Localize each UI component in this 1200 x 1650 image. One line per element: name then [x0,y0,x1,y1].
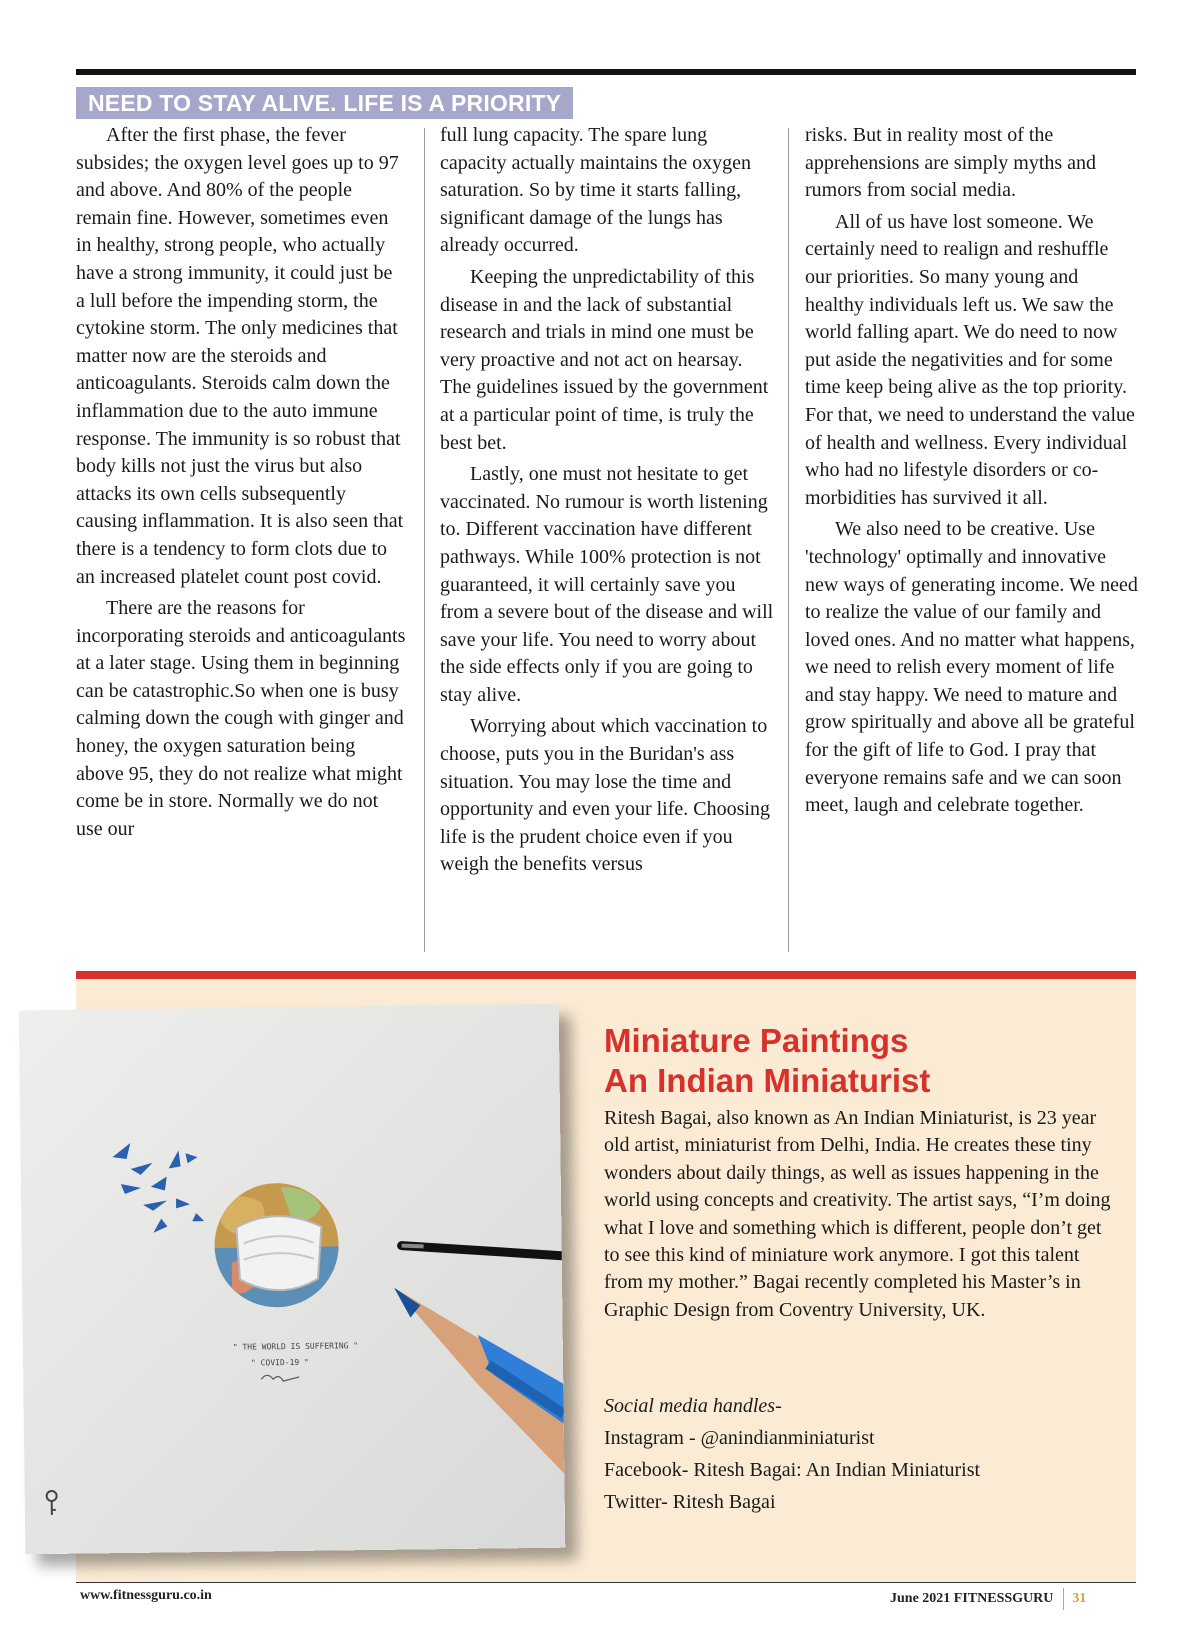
column-divider [424,128,425,952]
feature-body [604,1105,1114,1324]
paragraph: We also need to be creative. Use 'technology' optimally and innovative new ways of generating income. We need to realize the value of our family and loved ones. And no matter what happens, we need to relish every moment of life and stay happy. We need to mature and grow spiritually and above all be grateful for the gift of life to God. I pray that everyone remains safe and we can soon meet, laugh and celebrate together. [805,518,1138,817]
footer-website: www.fitnessguru.co.in [80,1588,212,1603]
paragraph: All of us have lost someone. We certainly need to realign and reshuffle our priorities. So many young and healthy individuals left us. We saw the world falling apart. We do need to now put aside the negativities and for some time keep being alive as the top priority. For that, we need to understand the value of health and wellness. Every individual who had no lifestyle disorders or co-morbidities has survived it all. [805,210,1135,509]
feature-title-line: Miniature Paintings [604,1022,909,1059]
twitter-handle: Twitter- Ritesh Bagai [604,1491,776,1513]
feature-title-line: An Indian Miniaturist [604,1062,931,1099]
column-divider [788,128,789,952]
social-lead: Social media handles- [604,1395,782,1417]
article-column-3 [805,122,1140,824]
feature-title [604,1021,1124,1101]
paragraph: Worrying about which vaccination to choose, puts you in the Buridan's ass situation. You may lose the time and opportunity and even your life. Choosing life is the prudent choice even if you weigh the benefits versus [440,715,770,876]
painting-caption: " COVID-19 " [250,1357,309,1368]
paragraph: Lastly, one must not hesitate to get vaccinated. No rumour is worth listening to. Different vaccination have different pathways. While 100% protection is not guaranteed, it will certainly save you from a severe bout of the disease and will save your life. You need to worry about the side effects only if you are going to stay alive. [440,463,774,706]
paragraph: risks. But in reality most of the apprehensions are simply myths and rumors from social media. [805,124,1097,202]
footer-rule [76,1582,1136,1583]
page-number: 31 [1072,1591,1087,1607]
miniature-painting-photo [19,1004,566,1555]
feature-paragraph: Ritesh Bagai, also known as An Indian Miniaturist, is 23 year old artist, miniaturist from Delhi, India. He creates these tiny wonders about daily things, as well as issues happening in the world using concepts and creativity. The artist says, “I’m doing what I love and something which is different, people don’t get to see this kind of miniature work anymore. I got this talent from my mother.” Bagai recently completed his Master’s in Graphic Design from Coventry University, UK. [604,1107,1111,1321]
social-handles [604,1390,1124,1518]
paragraph: full lung capacity. The spare lung capacity actually maintains the oxygen saturation. So by time it starts falling, significant damage of the lungs has already occurred. [440,124,751,257]
top-rule [76,69,1136,75]
footer-issue [890,1588,1086,1610]
article-column-2 [440,122,775,883]
instagram-handle: Instagram - @anindianminiaturist [604,1427,875,1449]
issue-label: June 2021 FITNESSGURU [890,1591,1054,1607]
feature-rule [76,971,1136,979]
paragraph: After the first phase, the fever subsides; the oxygen level goes up to 97 and above. And 80% of the people remain fine. However, sometimes even in healthy, strong people, who actually have a strong immunity, it could just be a lull before the impending storm, the cytokine storm. The only medicines that matter now are the steroids and anticoagulants. Steroids calm down the inflammation due to the auto immune response. The immunity is so robust that body kills not just the virus but also attacks its own cells subsequently causing inflammation. It is also seen that there is a tendency to form clots due to an increased platelet count post covid. [76,124,404,588]
paragraph: Keeping the unpredictability of this disease in and the lack of substantial research and trials in mind one must be very proactive and not act on hearsay. The guidelines issued by the government at a particular point of time, is truly the best bet. [440,265,769,454]
section-heading: NEED TO STAY ALIVE. LIFE IS A PRIORITY [76,87,573,119]
painting-caption: " THE WORLD IS SUFFERING " [232,1341,359,1352]
paragraph: There are the reasons for incorporating steroids and anticoagulants at a later stage. Using them in beginning can be catastrophic.So when one is busy calming down the cough with ginger and honey, the oxygen saturation being above 95, they do not realize what might come be in store. Normally we do not use our [76,597,406,840]
footer-separator [1063,1588,1064,1610]
article-column-1 [76,122,406,847]
facebook-handle: Facebook- Ritesh Bagai: An Indian Miniaturist [604,1459,981,1481]
